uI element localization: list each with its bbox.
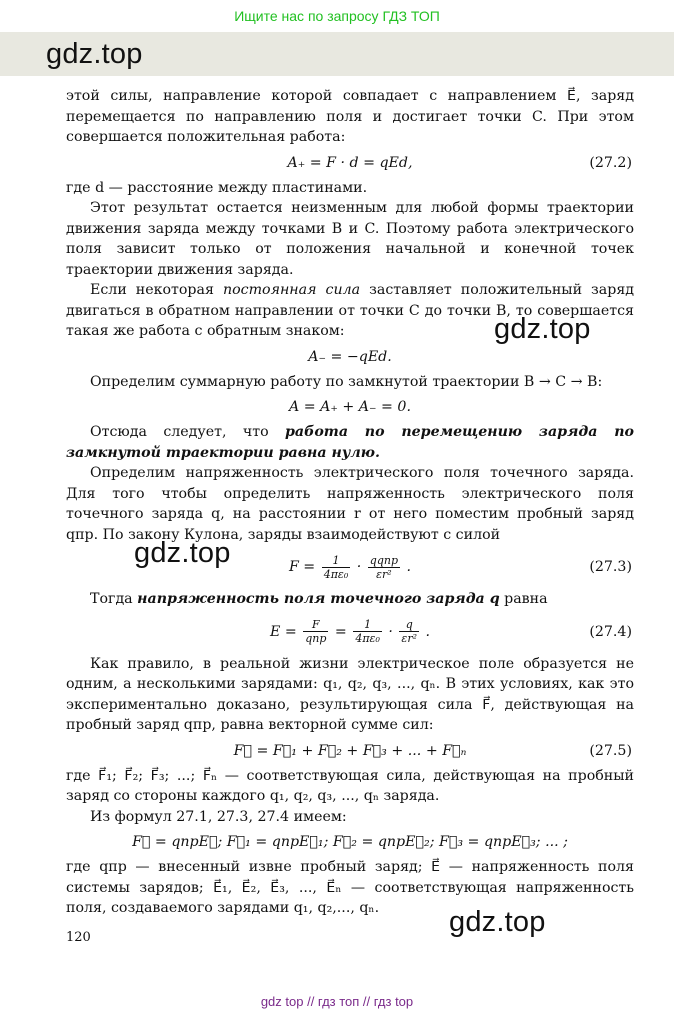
bold-conclusion: работа по перемещению заряда по замкнутой траектории равна нулю. — [66, 424, 634, 461]
site-logo[interactable]: gdz.top — [46, 38, 143, 70]
formula-expression: F⃗ = qпрE⃗; F⃗₁ = qпрE⃗₁; F⃗₂ = qпрE⃗₂; F⃗₃ = qпрE⃗₃; ... ; — [132, 834, 568, 850]
numerator: qqпр — [369, 553, 399, 567]
denominator: 4πε₀ — [323, 567, 349, 581]
paragraph: этой силы, направление которой совпадает с направлением E⃗, заряд перемещается по направлению поля и достигает точки C. При этом совершается положительная работа: — [66, 88, 634, 145]
text-run: Если некоторая — [90, 282, 223, 298]
formula-expression — [289, 549, 411, 585]
fraction — [399, 618, 419, 645]
denominator: εr² — [376, 567, 392, 581]
formula-number: (27.4) — [589, 623, 632, 640]
formula-number: (27.5) — [589, 742, 632, 759]
fraction — [368, 554, 400, 581]
denominator: εr² — [401, 632, 417, 645]
formula-27-2 — [66, 152, 634, 174]
formula-expression: A = A₊ + A₋ = 0. — [289, 399, 411, 415]
denominator: qпр — [305, 632, 327, 645]
formula-number: (27.3) — [589, 559, 632, 575]
formula-total-work — [66, 396, 634, 418]
formula-27-4 — [66, 614, 634, 650]
formula-end: . — [425, 623, 431, 640]
watermark: gdz.top — [449, 906, 546, 938]
paragraph: Из формул 27.1, 27.3, 27.4 имеем: — [90, 808, 347, 825]
watermark: gdz.top — [494, 313, 591, 345]
paragraph: где qпр — внесенный извне пробный заряд; E⃗ — напряженность поля системы зарядов; E⃗₁, E⃗₂, E⃗₃, ..., E⃗ₙ — соответствующая напряженность поля, создаваемого зарядами q₁, q₂,..., qₙ. — [66, 859, 634, 916]
formula-expression: F⃗ = F⃗₁ + F⃗₂ + F⃗₃ + ... + F⃗ₙ — [233, 742, 467, 759]
paragraph: Как правило, в реальной жизни электрическое поле образуется не одним, а несколькими зарядами: q₁, q₂, q₃, ..., qₙ. В этих условиях, как это экспериментально доказано, результирующая сила F⃗, действующая на пробный заряд qпр, равна векторной сумме сил: — [66, 655, 634, 733]
top-banner[interactable]: Ищите нас по запросу ГДЗ ТОП — [234, 8, 440, 24]
paragraph — [66, 589, 634, 610]
formula-field-relations — [66, 831, 634, 853]
formula-27-5 — [66, 740, 634, 762]
bold-definition: напряженность поля точечного заряда q — [137, 591, 500, 607]
numerator: F — [303, 618, 328, 632]
text-run: Отсюда следует, что — [90, 424, 285, 440]
fraction — [353, 618, 382, 645]
page-number: 120 — [66, 930, 91, 945]
numerator: q — [399, 618, 419, 632]
formula-end: . — [406, 559, 412, 575]
text-run: равна — [499, 591, 548, 607]
text-run: Тогда — [90, 591, 138, 607]
fraction — [303, 618, 328, 645]
formula-work-negative — [66, 346, 634, 368]
paragraph: где F⃗₁; F⃗₂; F⃗₃; ...; F⃗ₙ — соответствующая сила, действующая на пробный заряд со стороны каждого q₁, q₂, q₃, ..., qₙ заряда. — [66, 767, 634, 804]
denominator: 4πε₀ — [355, 632, 380, 645]
formula-expression: A₊ = F · d = qEd, — [287, 154, 413, 171]
formula-lhs: F = — [288, 559, 316, 575]
emphasis-term: постоянная сила — [222, 282, 361, 298]
page-content — [66, 86, 634, 919]
footer-links[interactable]: gdz top // гдз топ // гдз top — [260, 994, 414, 1009]
formula-expression: A₋ = −qEd. — [308, 348, 392, 365]
equals-sign: = — [334, 623, 347, 640]
watermark: gdz.top — [134, 537, 231, 569]
formula-expression — [270, 614, 430, 650]
formula-number: (27.2) — [589, 154, 632, 171]
fraction — [322, 554, 351, 581]
numerator: 1 — [353, 618, 382, 632]
multiply-dot: · — [388, 623, 393, 640]
formula-lhs: E = — [269, 623, 297, 640]
paragraph: Определим напряженность электрического поля точечного заряда. Для того чтобы определить напряженность электрического поля точечного заряда q, на расстоянии r от него поместим пробный заряд qпр. По закону Кулона, заряды взаимодействуют с силой — [66, 465, 634, 543]
paragraph: Этот результат остается неизменным для любой формы траектории движения заряда между точками B и C. Поэтому работа электрического поля зависит только от положения начальной и конечной точек траектории движения заряда. — [66, 200, 634, 278]
paragraph: Определим суммарную работу по замкнутой траектории B → C → B: — [90, 373, 603, 390]
text-run: заставляет положительный заряд двигаться в обратном направлении от точки C до точки B, то совершается такая же работа с обратным знаком: — [66, 282, 635, 339]
multiply-dot: · — [356, 559, 362, 575]
paragraph: где d — расстояние между пластинами. — [66, 179, 368, 196]
numerator: 1 — [322, 554, 351, 568]
paragraph — [66, 422, 634, 463]
